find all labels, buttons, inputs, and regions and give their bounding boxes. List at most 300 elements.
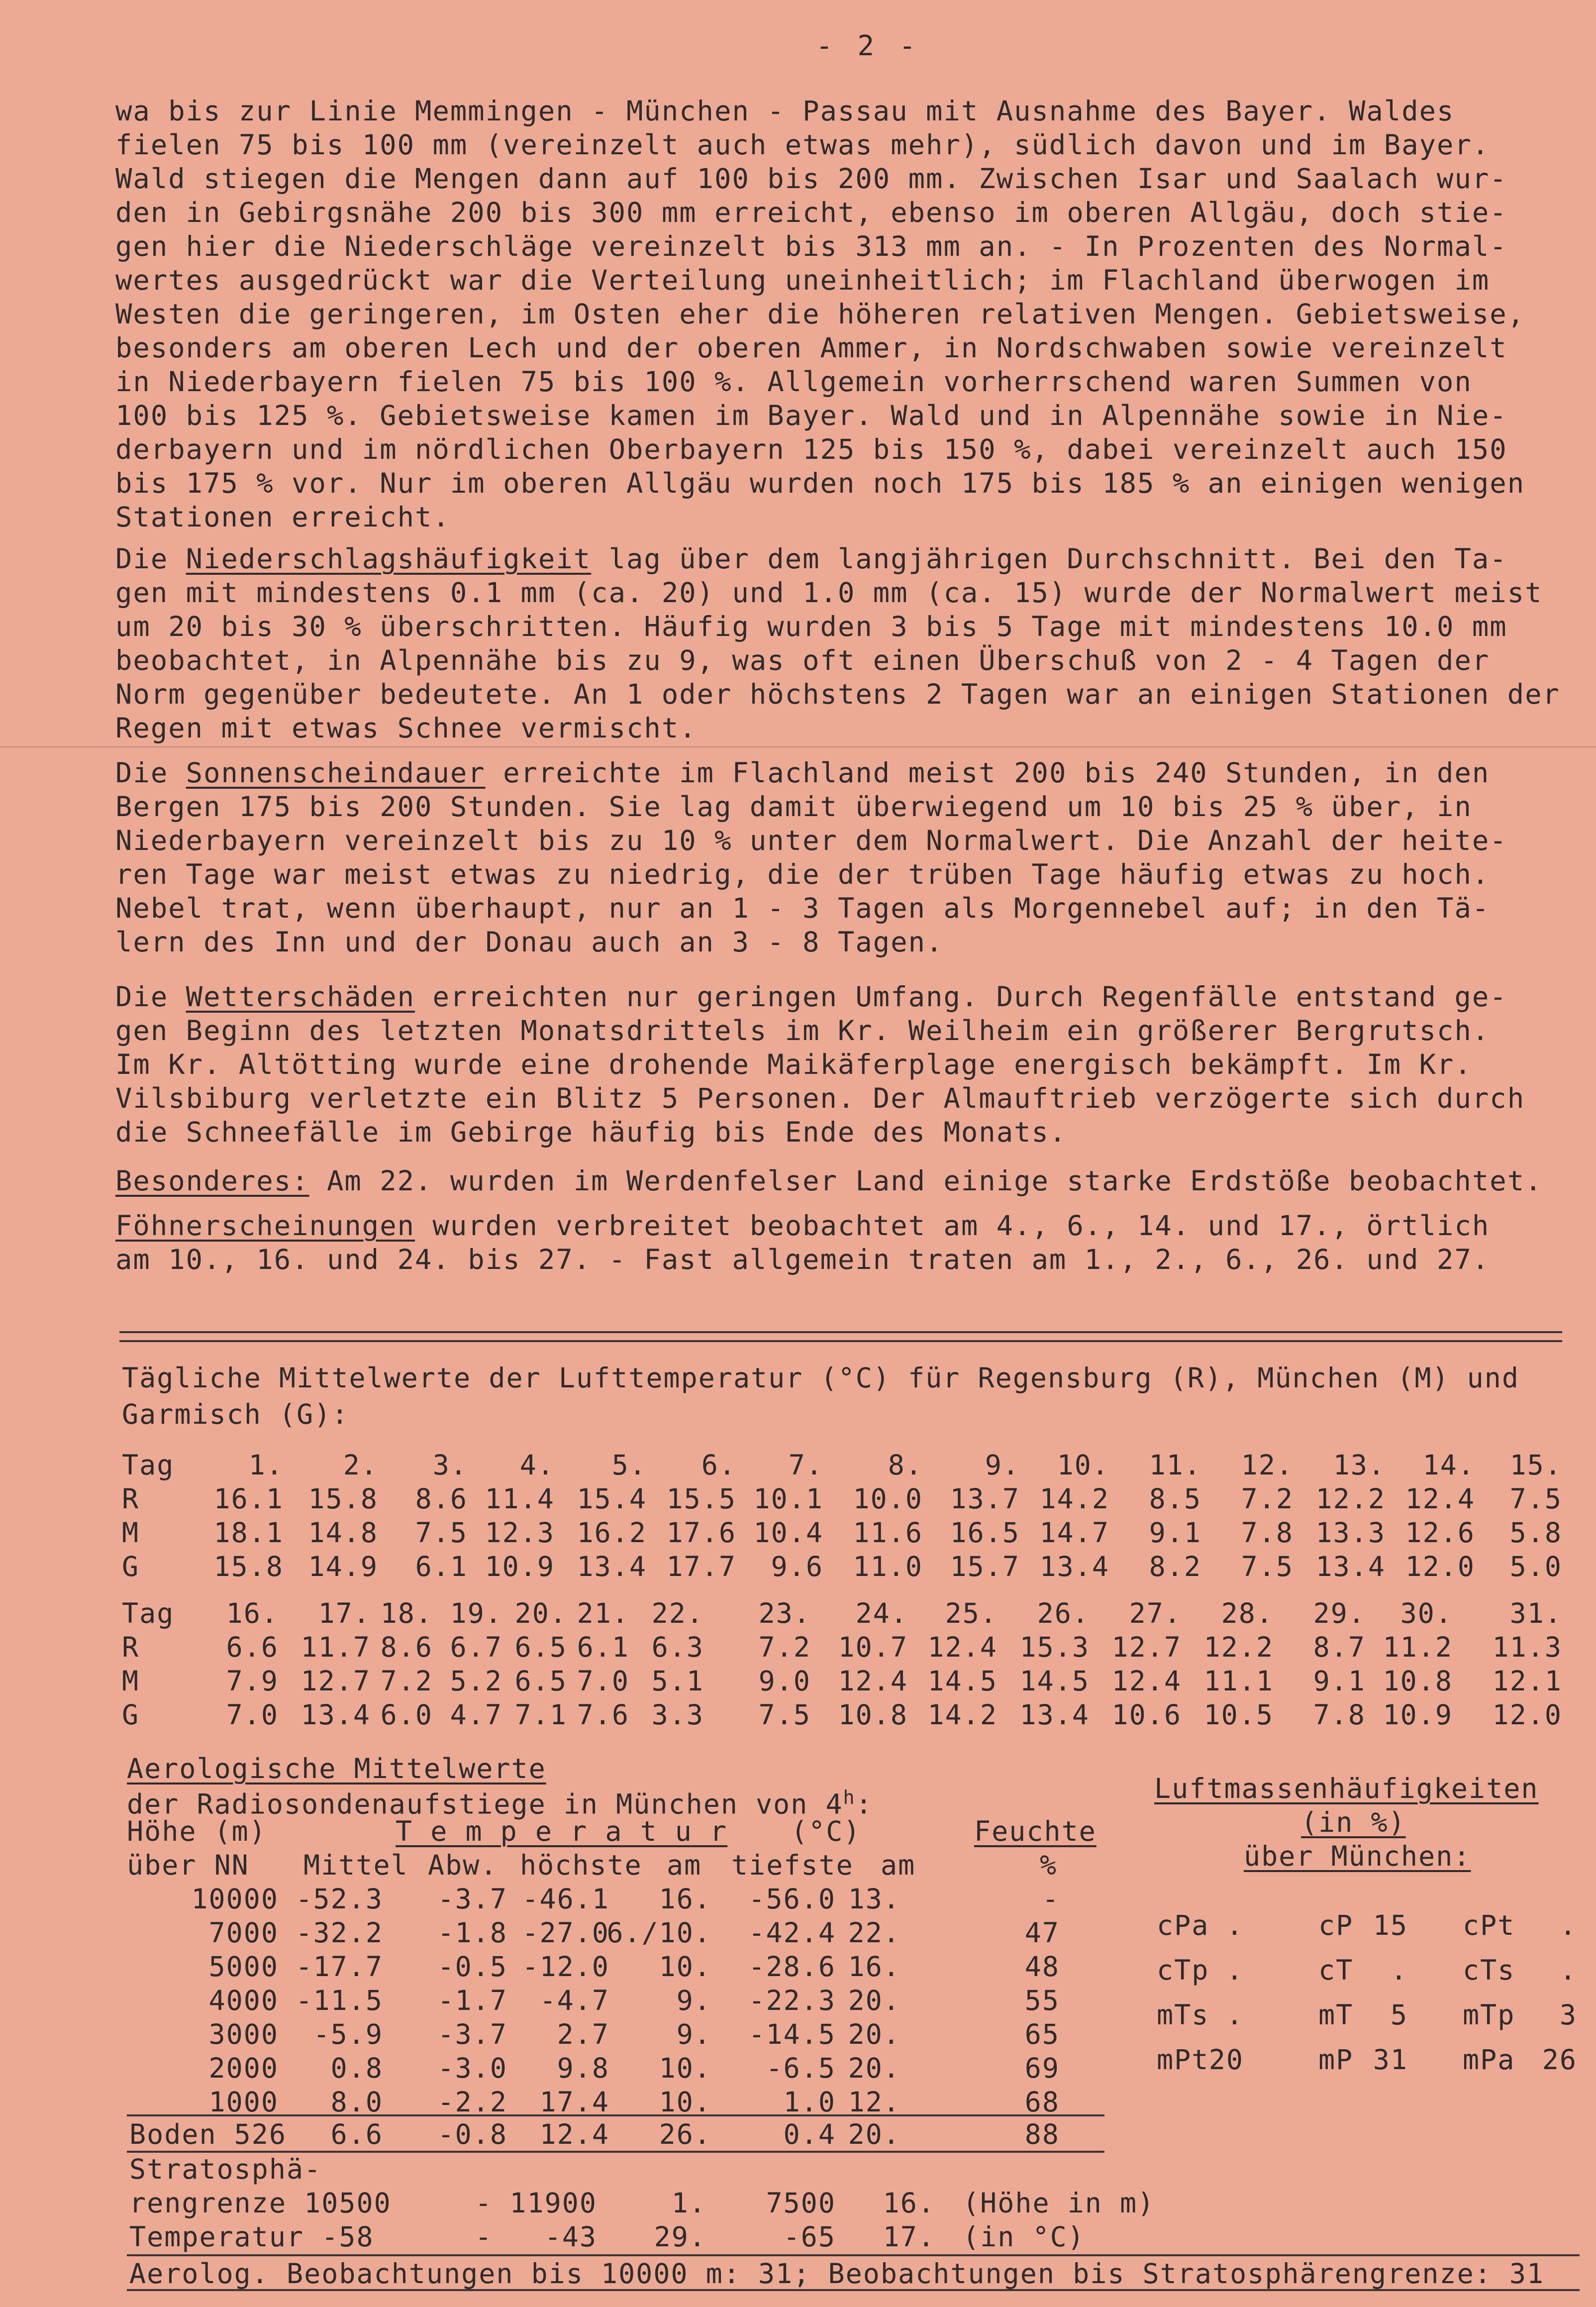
aero-value: -6.5 [766,2052,836,2084]
aero-value: 10. [659,2052,711,2084]
para-text: Am 22. wurden im Werdenfelser Land einige starke Erdstöße beobachtet. [309,1165,1543,1197]
temp-value: 13.4 [1039,1551,1109,1582]
aero-value: 12.4 [539,2118,609,2150]
precipitation-frequency-paragraph [115,542,1560,745]
luftmassen-unit: (in %) [1301,1806,1406,1838]
temp-value: 14.8 [308,1517,378,1549]
temp-value: 8.5 [1149,1483,1201,1515]
aero-rule-bottom [127,2254,1580,2256]
temp-value: 7.9 [226,1665,279,1697]
temp-value: 7.5 [415,1517,468,1549]
temp-value: 10.1 [753,1483,823,1515]
text-line: derbayern und im nördlichen Oberbayern 125 bis 150 %, dabei vereinzelt auch 150 [115,433,1507,466]
temp-value: 13.4 [1315,1551,1386,1582]
airmass-type: cTp [1157,1954,1209,1986]
day-header: 24. [855,1597,908,1629]
day-header: 28. [1221,1597,1274,1629]
text-line: gen hier die Niederschläge vereinzelt bis 313 mm an. - In Prozenten des Normal- [115,230,1507,263]
text-line: besonders am oberen Lech und der oberen Ammer, in Nordschwaben sowie vereinzelt [115,332,1507,364]
temp-value: 9.6 [771,1551,823,1582]
temp-value: 12.7 [1111,1631,1182,1663]
aero-value: -2.2 [437,2086,507,2118]
airmass-value: 31 [1373,2044,1408,2076]
temp-value: 10.5 [1203,1699,1274,1731]
heading-niederschlagshaeufigkeit: Niederschlagshäufigkeit [186,543,592,575]
aero-hdr-unit: (°C) [791,1815,861,1847]
temp-value: 10.8 [838,1699,908,1731]
aero-col-header: tiefste [731,1849,854,1881]
airmass-type: mPt [1157,2044,1209,2076]
temp-value: 3.3 [651,1699,704,1731]
temp-value: 13.3 [1315,1517,1386,1549]
temp-value: 10.7 [838,1631,908,1663]
text-line: fielen 75 bis 100 mm (vereinzelt auch etwas mehr), südlich davon und im Bayer. [115,129,1490,161]
temp-value: 10.0 [853,1483,923,1515]
day-header: 7. [788,1449,823,1481]
aero-value: 10. [659,1951,711,1983]
strato-label-1: Stratosphä- [129,2153,322,2185]
luftmassen-title: Luftmassenhäufigkeiten [1154,1773,1539,1804]
strato-temp-value: 29. [654,2221,706,2253]
day-header: 5. [611,1449,647,1481]
aero-value: -22.3 [748,1985,836,2016]
temp-value: 12.4 [1405,1483,1475,1515]
aero-value: -14.5 [748,2018,836,2050]
temp-value: 17.7 [666,1551,736,1582]
para-text: erreichte im Flachland meist 200 bis 240 Stunden, in den [485,757,1490,789]
temp-value: 5.1 [651,1665,704,1697]
strato-temp-label: Temperatur -58 [129,2221,374,2253]
aero-value: 48 [1024,1951,1060,1983]
text-line: wertes ausgedrückt war die Verteilung uneinheitlich; im Flachland überwogen im [115,264,1490,297]
temp-value: 12.4 [927,1631,998,1663]
special-events-paragraph [115,1164,1548,1198]
strato-temp-unit: (in °C) [963,2221,1085,2253]
day-header: 13. [1333,1449,1386,1481]
double-rule-divider [119,1331,1562,1342]
text-line: Niederbayern vereinzelt bis zu 10 % unter dem Normalwert. Die Anzahl der heite- [115,825,1507,857]
temp-value: 11.4 [485,1483,555,1515]
text-line: gen mit mindestens 0.1 mm (ca. 20) und 1.0 mm (ca. 15) wurde der Normalwert meist [115,577,1543,609]
temp-value: 7.2 [758,1631,811,1663]
paper-fold [0,746,1596,747]
strato-temp-value: -65 [783,2221,836,2253]
aero-value: 10000 [191,1883,279,1915]
day-header: 1. [248,1449,284,1481]
text-line: am 10., 16. und 24. bis 27. - Fast allgemein traten am 1., 2., 6., 26. und 27. [115,1244,1490,1276]
temp-value: 7.1 [514,1699,567,1731]
day-header: 20. [514,1597,567,1629]
text-line: Stationen erreicht. [115,501,450,533]
aero-value: -0.8 [437,2118,507,2150]
day-header: 26. [1037,1597,1090,1629]
temp-table-title-2: Garmisch (G): [122,1398,349,1430]
temp-value: 11.0 [853,1551,923,1582]
heading-wetterschaeden: Wetterschäden [186,981,415,1013]
airmass-value: . [1226,1999,1244,2031]
day-header: 22. [651,1597,704,1629]
boden-label: Boden 526 [129,2118,287,2150]
aero-value: 16. [848,1951,900,1983]
temp-value: 18.1 [213,1517,284,1549]
airmass-type: mT [1318,1999,1354,2031]
station-label: G [122,1551,140,1582]
aero-value: -3.7 [437,1883,507,1915]
temp-value: 8.7 [1313,1631,1366,1663]
airmass-type: mTs [1157,1999,1209,2031]
aero-value: 22. [848,1917,900,1949]
day-header: 25. [945,1597,998,1629]
temp-value: 14.7 [1039,1517,1109,1549]
temp-value: 6.7 [450,1631,502,1663]
temp-value: 6.1 [415,1551,468,1582]
temp-value: 14.9 [308,1551,378,1582]
temp-value: 7.0 [577,1665,629,1697]
text-line: bis 175 % vor. Nur im oberen Allgäu wurden noch 175 bis 185 % an einigen wenigen [115,467,1525,500]
temp-value: 6.5 [514,1631,567,1663]
aero-value: 8.0 [330,2086,383,2118]
aero-col-header: Abw. [428,1849,498,1881]
aero-value: 1000 [208,2086,279,2118]
airmass-type: cPa [1157,1909,1209,1941]
strato-value: - [475,2187,493,2219]
temp-value: 5.2 [450,1665,502,1697]
aero-value: - [1042,1883,1060,1915]
para-prefix: Die [115,757,186,789]
aero-subtitle: der Radiosondenaufstiege in München von 4$^h$: [127,1786,873,1820]
aero-value: 20. [848,2018,900,2050]
aero-value: 20. [848,2118,900,2150]
temp-value: 15.4 [577,1483,647,1515]
aero-col-header: höchste [520,1849,642,1881]
temp-value: 15.8 [213,1551,284,1582]
airmass-type: cT [1318,1954,1354,1986]
aero-value: 5000 [208,1951,279,1983]
text-line: den in Gebirgsnähe 200 bis 300 mm erreicht, ebenso im oberen Allgäu, doch stie- [115,197,1507,229]
precipitation-paragraph [115,95,1548,534]
temp-value: 7.5 [758,1699,811,1731]
temp-value: 14.2 [927,1699,998,1731]
text-line: ren Tage war meist etwas zu niedrig, die der trüben Tage häufig etwas zu hoch. [115,858,1490,891]
temp-value: 16.1 [213,1483,284,1515]
aero-value: 9. [676,2018,711,2050]
day-header: 30. [1400,1597,1453,1629]
temp-value: 15.7 [950,1551,1020,1582]
aero-col-header: am [881,1849,916,1881]
aero-value: 9.8 [557,2052,609,2084]
aero-value: 6.6 [330,2118,383,2150]
temp-value: 11.7 [300,1631,371,1663]
temp-value: 6.3 [651,1631,704,1663]
aero-value: 17.4 [539,2086,609,2118]
strato-value: 11900 [509,2187,597,2219]
text-line: Bergen 175 bis 200 Stunden. Sie lag damit überwiegend um 10 bis 25 % über, in [115,791,1472,823]
airmass-type: mPa [1463,2044,1515,2076]
day-header: 31. [1509,1597,1562,1629]
aero-value: 88 [1024,2118,1060,2150]
airmass-value: 20 [1208,2044,1244,2076]
aero-value: -1.8 [437,1917,507,1949]
temp-value: 4.7 [450,1699,502,1731]
strato-label-2: rengrenze 10500 [129,2187,392,2219]
temp-value: 6.0 [380,1699,433,1731]
aero-value: 68 [1024,2086,1060,2118]
temp-value: 11.2 [1383,1631,1453,1663]
temp-value: 7.2 [1241,1483,1294,1515]
text-line: gen Beginn des letzten Monatsdrittels im Kr. Weilheim ein größerer Bergrutsch. [115,1015,1490,1047]
aero-value: 47 [1024,1917,1060,1949]
day-header: 6. [701,1449,736,1481]
aero-value: 2000 [208,2052,279,2084]
para-prefix: Die [115,543,186,575]
aero-value: 10. [659,2086,711,2118]
airmass-type: mP [1318,2044,1354,2076]
aero-value: 3000 [208,2018,279,2050]
aero-hdr-hoehe: Höhe (m) [127,1815,267,1847]
aero-value: 69 [1024,2052,1060,2084]
aero-value: -42.4 [748,1917,836,1949]
aero-value: 20. [848,2052,900,2084]
airmass-value: 26 [1542,2044,1577,2076]
day-header: 11. [1149,1449,1201,1481]
aero-value: 16. [659,1883,711,1915]
aero-value: -1.7 [437,1985,507,2016]
temp-value: 9.1 [1149,1517,1201,1549]
temp-value: 5.8 [1509,1517,1562,1549]
temp-value: 10.4 [753,1517,823,1549]
temp-value: 11.1 [1203,1665,1274,1697]
para-text: wurden verbreitet beobachtet am 4., 6., 14. und 17., örtlich [415,1210,1490,1242]
temp-value: 9.1 [1313,1665,1366,1697]
temp-value: 10.8 [1383,1665,1453,1697]
aero-value: 13. [848,1883,900,1915]
day-header: 15. [1509,1449,1562,1481]
day-header: 16. [226,1597,279,1629]
temp-value: 13.4 [300,1699,371,1731]
page-number: - 2 - [816,30,920,62]
station-label: M [122,1665,140,1697]
day-header: 19. [450,1597,502,1629]
temp-value: 12.1 [1492,1665,1562,1697]
aero-value: 26. [659,2118,711,2150]
temp-value: 12.7 [300,1665,371,1697]
aero-value: 20. [848,1985,900,2016]
airmass-value: . [1559,1909,1577,1941]
strato-unit: (Höhe in m) [963,2187,1155,2219]
day-header: 2. [343,1449,378,1481]
temp-value: 12.2 [1203,1631,1274,1663]
para-prefix: Die [115,981,186,1013]
day-header: 21. [577,1597,629,1629]
aero-value: -4.7 [539,1985,609,2016]
day-header: 12. [1241,1449,1294,1481]
station-label: R [122,1483,140,1515]
text-line: um 20 bis 30 % überschritten. Häufig wurden 3 bis 5 Tage mit mindestens 10.0 mm [115,611,1507,643]
aero-value: -17.7 [296,1951,383,1983]
aero-value: 4000 [208,1985,279,2016]
luftmassen-sub: über München: [1244,1840,1471,1872]
day-header: 14. [1422,1449,1475,1481]
station-label: M [122,1517,140,1549]
aero-value: -3.0 [437,2052,507,2084]
temp-value: 16.5 [950,1517,1020,1549]
day-header: 9. [985,1449,1020,1481]
day-header: 18. [380,1597,433,1629]
aero-footer: Aerolog. Beobachtungen bis 10000 m: 31; Beobachtungen bis Stratosphärengrenze: 31 [129,2258,1545,2290]
temp-value: 14.2 [1039,1483,1109,1515]
text-line: Im Kr. Altötting wurde eine drohende Maikäferplage energisch bekämpft. Im Kr. [115,1049,1472,1081]
aero-value: -5.9 [313,2018,383,2050]
aero-value: 0.8 [330,2052,383,2084]
temp-value: 8.6 [415,1483,468,1515]
heading-sonnenscheindauer: Sonnenscheindauer [186,757,486,789]
text-line: in Niederbayern fielen 75 bis 100 %. Allgemein vorherrschend waren Summen von [115,366,1472,398]
station-label: G [122,1699,140,1731]
aero-value: -11.5 [296,1985,383,2016]
strato-value: 16. [883,2187,935,2219]
day-header: 8. [888,1449,923,1481]
temp-value: 7.5 [1241,1551,1294,1582]
heading-foehnerscheinungen: Föhnerscheinungen [115,1210,415,1242]
temp-value: 10.9 [1383,1699,1453,1731]
airmass-value: . [1226,1909,1244,1941]
temp-value: 6.1 [577,1631,629,1663]
aero-value: -32.2 [296,1917,383,1949]
temp-value: 17.6 [666,1517,736,1549]
strato-temp-value: 17. [883,2221,935,2253]
temp-value: 10.9 [485,1551,555,1582]
aero-value: 9. [676,1985,711,2016]
temp-value: 13.4 [1019,1699,1090,1731]
temp-value: 12.2 [1315,1483,1386,1515]
heading-besonderes: Besonderes: [115,1165,309,1197]
temp-value: 13.4 [577,1551,647,1582]
temp-value: 7.6 [577,1699,629,1731]
airmass-type: cPt [1463,1909,1515,1941]
strato-value: 1. [671,2187,706,2219]
text-line: Westen die geringeren, im Osten eher die höheren relativen Mengen. Gebietsweise, [115,298,1525,330]
temp-value: 15.8 [308,1483,378,1515]
text-line: Nebel trat, wenn überhaupt, nur an 1 - 3 Tagen als Morgennebel auf; in den Tä- [115,892,1490,925]
aero-value: -27.0 [522,1917,609,1949]
temp-value: 15.5 [666,1483,736,1515]
temp-value: 10.6 [1111,1699,1182,1731]
temp-value: 7.5 [1509,1483,1562,1515]
weather-damage-paragraph [115,980,1548,1150]
temp-value: 11.3 [1492,1631,1562,1663]
text-line: Wald stiegen die Mengen dann auf 100 bis 200 mm. Zwischen Isar und Saalach wur- [115,163,1507,195]
day-header: 23. [758,1597,811,1629]
aero-hdr-feuchte: Feuchte [974,1815,1097,1847]
temp-value: 7.8 [1313,1699,1366,1731]
temp-value: 7.2 [380,1665,433,1697]
sunshine-paragraph [115,756,1548,959]
temp-value: 12.6 [1405,1517,1475,1549]
aero-value: 6./10. [606,1917,711,1949]
text-line: Regen mit etwas Schnee vermischt. [115,712,697,744]
para-text: lag über dem langjährigen Durchschnitt. Bei den Ta- [591,543,1507,575]
strato-temp-value: -43 [544,2221,597,2253]
text-line: wa bis zur Linie Memmingen - München - Passau mit Ausnahme des Bayer. Waldes [115,95,1455,127]
temp-value: 13.7 [950,1483,1020,1515]
temp-value: 12.4 [838,1665,908,1697]
day-header: 10. [1057,1449,1109,1481]
temp-value: 11.6 [853,1517,923,1549]
temp-value: 7.0 [226,1699,279,1731]
aero-value: -56.0 [748,1883,836,1915]
airmass-value: . [1559,1954,1577,1986]
temp-value: 16.2 [577,1517,647,1549]
day-header: 4. [519,1449,555,1481]
airmass-value: 3 [1559,1999,1577,2031]
aero-value: 12. [848,2086,900,2118]
text-line: 100 bis 125 %. Gebietsweise kamen im Bayer. Wald und in Alpennähe sowie in Nie- [115,400,1507,432]
aero-value: 2.7 [557,2018,609,2050]
temp-value: 7.8 [1241,1517,1294,1549]
aero-rule-top [127,2114,1104,2116]
aero-value: -46.1 [522,1883,609,1915]
temp-value: 14.5 [927,1665,998,1697]
aero-value: 55 [1024,1985,1060,2016]
text-line: lern des Inn und der Donau auch an 3 - 8 Tagen. [115,926,944,958]
text-line: Vilsbiburg verletzte ein Blitz 5 Personen. Der Almauftrieb verzögerte sich durch [115,1082,1525,1115]
aero-value: -28.6 [748,1951,836,1983]
airmass-type: cTs [1463,1954,1515,1986]
airmass-type: mTp [1463,1999,1515,2031]
text-line: Norm gegenüber bedeutete. An 1 oder höchstens 2 Tagen war an einigen Stationen der [115,678,1560,711]
temp-value: 6.6 [226,1631,279,1663]
aero-value: -12.0 [522,1951,609,1983]
airmass-type: cP [1318,1909,1354,1941]
strato-temp-value: - [475,2221,493,2253]
temp-value: 8.6 [380,1631,433,1663]
day-header: 3. [432,1449,468,1481]
aero-value: -3.7 [437,2018,507,2050]
para-text: erreichten nur geringen Umfang. Durch Regenfälle entstand ge- [415,981,1507,1013]
station-label: R [122,1631,140,1663]
temp-value: 12.0 [1405,1551,1475,1582]
aero-title: Aerologische Mittelwerte [127,1753,546,1784]
strato-value: 7500 [766,2187,836,2219]
aero-value: 0.4 [783,2118,836,2150]
aero-col-header: am [667,1849,702,1881]
temp-value: 14.5 [1019,1665,1090,1697]
temp-value: 15.3 [1019,1631,1090,1663]
temp-value: 12.4 [1111,1665,1182,1697]
airmass-value: 5 [1390,1999,1408,2031]
aero-value: -0.5 [437,1951,507,1983]
airmass-value: . [1390,1954,1408,1986]
aero-pct-header: % [1040,1849,1058,1881]
aero-hdr-ueber-nn: über NN [127,1849,249,1881]
aero-value: 7000 [208,1917,279,1949]
temp-value: 12.3 [485,1517,555,1549]
aero-hdr-temperatur: T e m p e r a t u r [396,1815,728,1847]
foehn-paragraph [115,1209,1548,1277]
tag-label: Tag [122,1449,175,1481]
aero-value: 65 [1024,2018,1060,2050]
tag-label: Tag [122,1597,175,1629]
temp-value: 9.0 [758,1665,811,1697]
temp-value: 8.2 [1149,1551,1201,1582]
day-header: 27. [1129,1597,1182,1629]
aero-value: -52.3 [296,1883,383,1915]
aero-value: 1.0 [783,2086,836,2118]
text-line: die Schneefälle im Gebirge häufig bis Ende des Monats. [115,1116,1067,1149]
day-header: 29. [1313,1597,1366,1629]
temp-value: 6.5 [514,1665,567,1697]
day-header: 17. [318,1597,371,1629]
